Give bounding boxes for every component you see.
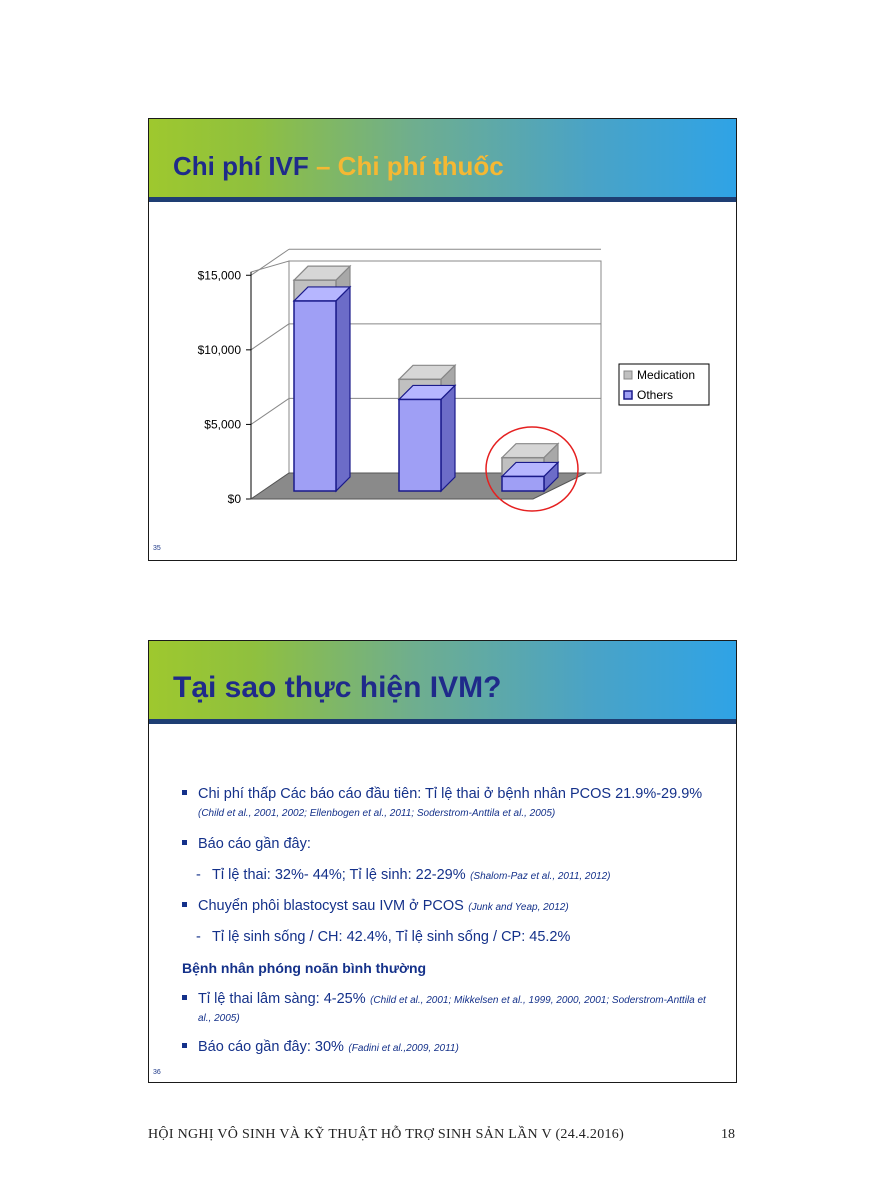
item-text: Báo cáo gần đây: xyxy=(198,836,311,852)
title-accent: – Chi phí thuốc xyxy=(316,151,504,181)
legend-swatch-medication xyxy=(624,371,632,379)
list-item xyxy=(182,990,718,1026)
dash-icon: - xyxy=(196,929,201,945)
others-bar xyxy=(502,476,544,491)
others-bar-side xyxy=(336,287,350,491)
y-tick-label: $15,000 xyxy=(197,268,241,283)
sub-list-item xyxy=(182,866,722,884)
y-tick-label: $5,000 xyxy=(204,417,241,432)
bullet-icon xyxy=(182,995,187,1000)
others-bar-side xyxy=(441,385,455,491)
item-citation: (Fadini et al.,2009, 2011) xyxy=(348,1043,459,1054)
item-citation: (Junk and Yeap, 2012) xyxy=(468,902,569,913)
item-text: Chi phí thấp Các báo cáo đầu tiên: Tỉ lệ thai ở bệnh nhân PCOS 21.9%-29.9% xyxy=(198,786,703,802)
dash-icon: - xyxy=(196,867,201,883)
stacked-bar-chart xyxy=(149,229,736,549)
slide-title xyxy=(173,151,504,182)
list-item xyxy=(182,785,718,821)
item-text: Tỉ lệ sinh sống / CH: 42.4%, Tỉ lệ sinh sống / CP: 45.2% xyxy=(212,929,571,945)
bullet-icon xyxy=(182,902,187,907)
bullet-icon xyxy=(182,1043,187,1048)
item-citation: (Shalom-Paz et al., 2011, 2012) xyxy=(470,871,611,882)
y-tick-label: $0 xyxy=(227,492,241,506)
legend-label-others: Others xyxy=(637,388,674,402)
slide-header xyxy=(149,641,736,724)
others-bar xyxy=(399,399,441,491)
item-citation: (Child et al., 2001, 2002; Ellenbogen et al., 2011; Soderstrom-Anttila et al., 2005) xyxy=(198,808,556,819)
footer-conference: HỘI NGHỊ VÔ SINH VÀ KỸ THUẬT HỖ TRỢ SINH SẢN LẦN V (24.4.2016) xyxy=(148,1127,625,1142)
item-text: Chuyển phôi blastocyst sau IVM ở PCOS xyxy=(198,898,464,914)
bullet-list xyxy=(182,785,722,1056)
item-text: Tỉ lệ thai: 32%- 44%; Tỉ lệ sinh: 22-29% xyxy=(212,867,466,883)
slide-header xyxy=(149,119,736,202)
others-bar xyxy=(294,301,336,491)
footer-page-number: 18 xyxy=(721,1127,735,1142)
slide-title: Tại sao thực hiện IVM? xyxy=(173,671,502,704)
item-text: Tỉ lệ thai lâm sàng: 4-25% xyxy=(198,991,366,1007)
item-text: Bệnh nhân phóng noãn bình thường xyxy=(182,960,427,976)
list-item xyxy=(182,835,722,853)
title-main: Chi phí IVF xyxy=(173,151,309,181)
list-item xyxy=(182,897,722,915)
y-tick-label: $10,000 xyxy=(197,342,241,357)
slide-36 xyxy=(148,640,737,1083)
section-heading xyxy=(182,959,722,978)
slide-number: 35 xyxy=(153,545,161,552)
slide-number: 36 xyxy=(153,1069,161,1076)
item-text: Báo cáo gần đây: 30% xyxy=(198,1039,344,1055)
item-citation: (Child et al., 2001; Mikkelsen et al., 1999, 2000, 2001; Soderstrom-Anttila et al., 2005) xyxy=(198,995,706,1024)
legend-label-medication: Medication xyxy=(637,368,696,382)
chart-side-wall xyxy=(251,261,289,499)
sub-list-item xyxy=(182,928,722,946)
bullet-icon xyxy=(182,840,187,845)
slide-35 xyxy=(148,118,737,561)
bullet-icon xyxy=(182,790,187,795)
legend-swatch-others xyxy=(624,391,632,399)
list-item xyxy=(182,1038,722,1056)
